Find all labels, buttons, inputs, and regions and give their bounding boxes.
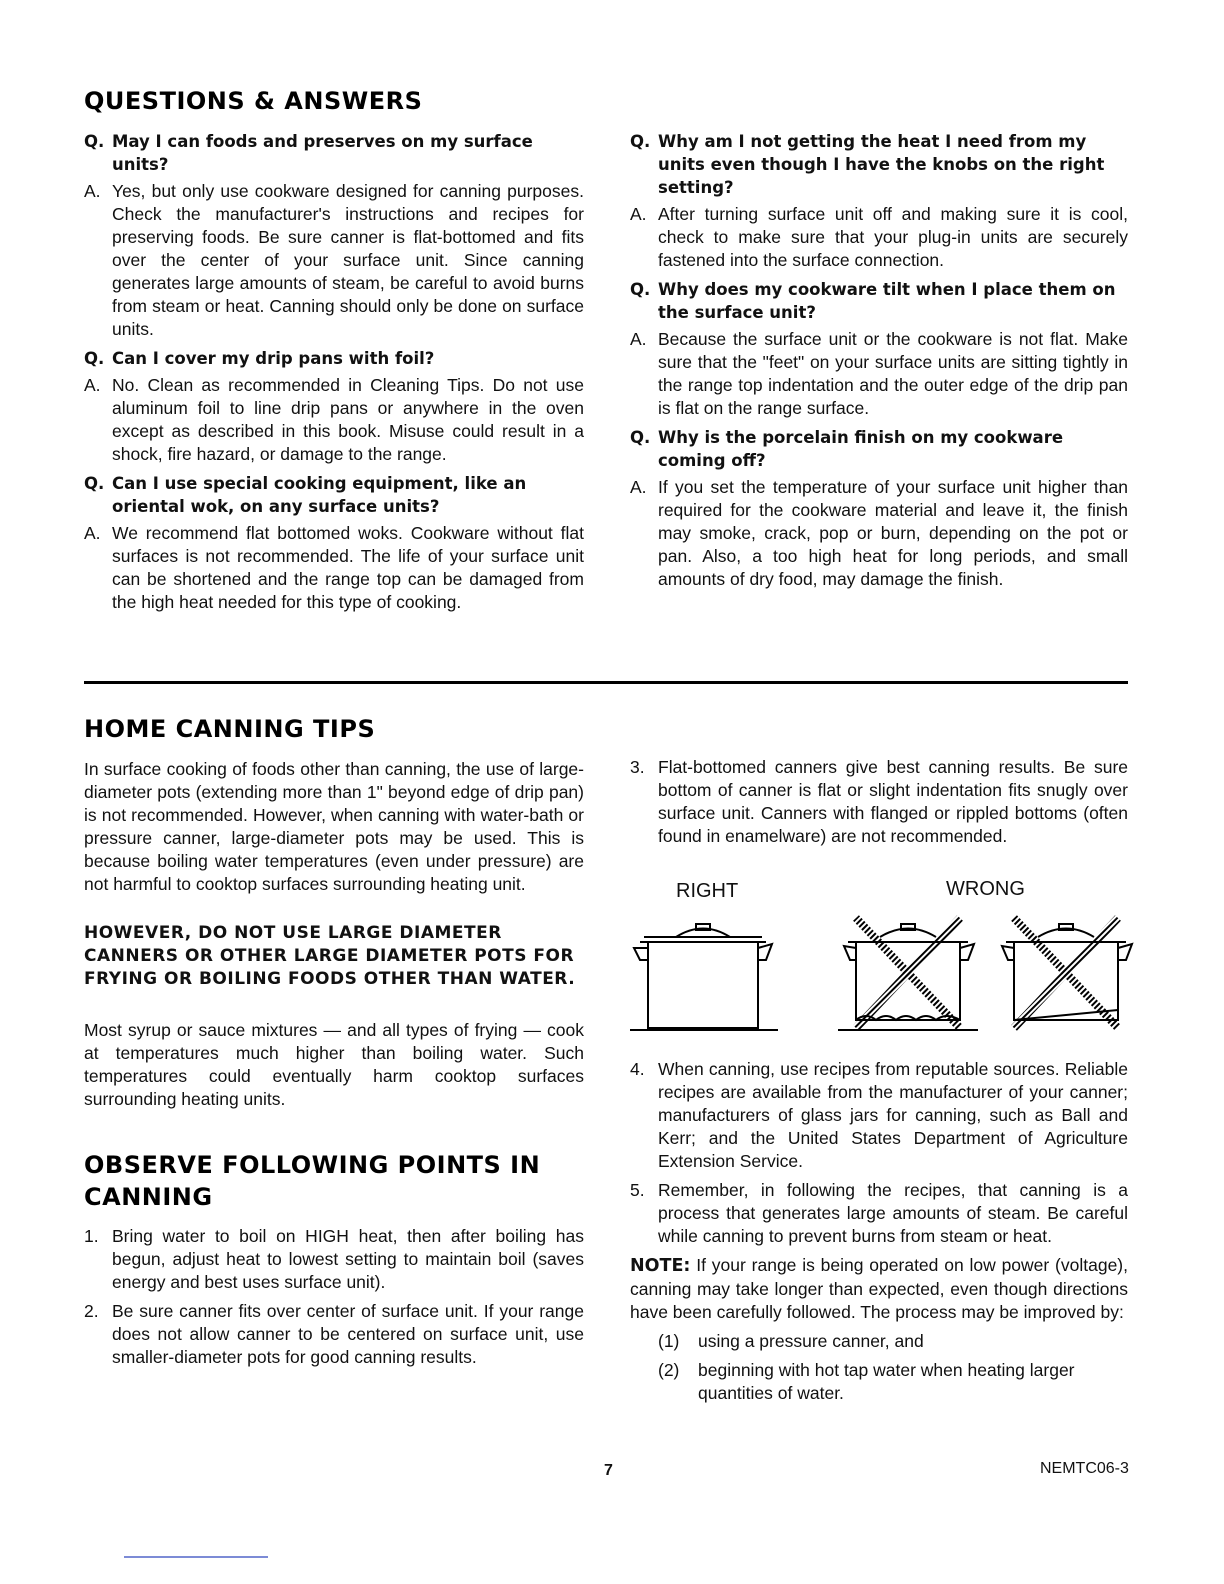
answer: A. Yes, but only use cookware designed for canning purposes. Check the manufacturer's instructions and recipes for preserving foods. Be sure canner is flat-bottomed and fits over the center of your surface unit. Since canning generates large amounts of steam, be careful to avoid burns from steam or heat. Canning should only be done on surface units. <box>84 181 584 339</box>
note-item-1: (1) using a pressure canner, and <box>658 1331 924 1351</box>
canning-heading: HOME CANNING TIPS <box>84 715 376 743</box>
canning-point-1: 1. Bring water to boil on HIGH heat, then after boiling has begun, adjust heat to lowest setting to maintain boil (saves energy and best uses surface unit). <box>84 1226 584 1292</box>
canning-point-3: 3. Flat-bottomed canners give best canning results. Be sure bottom of canner is flat or slight indentation fits snugly over surface unit. Canners with flanged or rippled bottoms (often found in enamelware) are not recommended. <box>630 757 1128 846</box>
note-item-2: (2) beginning with hot tap water when heating larger quantities of water. <box>658 1360 1075 1403</box>
wrong-canner-1-cross-icon <box>856 918 960 1028</box>
canning-point-2: 2. Be sure canner fits over center of surface unit. If your range does not allow canner to be centered on surface unit, use smaller-diameter pots for good canning results. <box>84 1301 584 1367</box>
low-power-note: NOTE: If your range is being operated on low power (voltage), canning may take longer than expected, even though directions have been carefully followed. The process may be improved by: <box>630 1255 1128 1322</box>
answer: A. No. Clean as recommended in Cleaning Tips. Do not use aluminum foil to line drip pans or anywhere in the oven except as described in this book. Misuse could result in a shock, fire hazard, or damage to the range. <box>84 375 584 464</box>
canning-point-4: 4. When canning, use recipes from reputable sources. Reliable recipes are available from the manufacturer of your canner; manufacturers of glass jars for canning, such as Ball and Kerr; and the United States Department of Agriculture Extension Service. <box>630 1059 1128 1171</box>
question: Q. May I can foods and preserves on my surface units? <box>84 132 533 174</box>
section-divider <box>84 681 1128 684</box>
question: Q. Can I cover my drip pans with foil? <box>84 349 435 368</box>
canning-warning: HOWEVER, DO NOT USE LARGE DIAMETER CANNERS OR OTHER LARGE DIAMETER POTS FOR FRYING OR BOILING FOODS OTHER THAN WATER. <box>84 923 576 989</box>
canning-intro: In surface cooking of foods other than canning, the use of large-diameter pots (extending more than 1" beyond edge of drip pan) is not recommended. However, when canning with water-bath or pressure canner, large-diameter pots may be used. This is because boiling water temperatures (even under pressure) are not harmful to cooktop surfaces surrounding heating unit. <box>84 759 584 894</box>
question: Q. Can I use special cooking equipment, like an oriental wok, on any surface units? <box>84 474 527 516</box>
canner-diagram <box>624 912 1136 1036</box>
wrong-canner-2-cross-icon <box>1014 918 1118 1028</box>
canning-syrup-paragraph: Most syrup or sauce mixtures — and all types of frying — cook at temperatures much higher than boiling water. Such temperatures could eventually harm cooktop surfaces surrounding heating units. <box>84 1020 584 1109</box>
canning-left-column <box>84 714 584 1375</box>
question: Q. Why is the porcelain finish on my cookware coming off? <box>630 428 1064 470</box>
document-code: NEMTC06-3 <box>1040 1460 1129 1477</box>
canning-right-column <box>630 756 1128 854</box>
question: Q. Why am I not getting the heat I need from my units even though I have the knobs on the right setting? <box>630 132 1105 197</box>
answer: A. After turning surface unit off and making sure it is cool, check to make sure that your plug-in units are securely fastened into the surface connection. <box>630 204 1128 270</box>
figure-right-label: RIGHT <box>676 880 739 902</box>
page-number: 7 <box>604 1462 613 1479</box>
answer: A. We recommend flat bottomed woks. Cookware without flat surfaces is not recommended. The life of your surface unit can be shortened and the range top can be damaged from the high heat needed for this type of cooking. <box>84 523 584 612</box>
qa-left-column <box>84 130 584 620</box>
canning-point-5: 5. Remember, in following the recipes, that canning is a process that generates large amounts of steam. Be careful while canning to prevent burns from steam or heat. <box>630 1180 1128 1246</box>
scan-artifact-line <box>124 1556 268 1558</box>
question: Q. Why does my cookware tilt when I place them on the surface unit? <box>630 280 1116 322</box>
answer: A. If you set the temperature of your surface unit higher than required for the cookware material and leave it, the finish may smoke, crack, pop or burn, depending on the pot or pan. Also, a too high heat for long periods, and small amounts of dry food, may damage the finish. <box>630 477 1128 589</box>
qa-heading: QUESTIONS & ANSWERS <box>84 87 423 115</box>
figure-wrong-label: WRONG <box>946 878 1025 900</box>
canning-right-column-lower <box>630 1058 1128 1411</box>
note-label: NOTE: <box>630 1256 691 1276</box>
qa-right-column <box>630 130 1128 597</box>
right-canner <box>630 924 778 1030</box>
observe-heading: OBSERVE FOLLOWING POINTS IN CANNING <box>84 1151 541 1211</box>
answer: A. Because the surface unit or the cookware is not flat. Make sure that the "feet" on your surface units are sitting tightly in the range top indentation and the outer edge of the drip pan is flat on the range surface. <box>630 329 1128 418</box>
